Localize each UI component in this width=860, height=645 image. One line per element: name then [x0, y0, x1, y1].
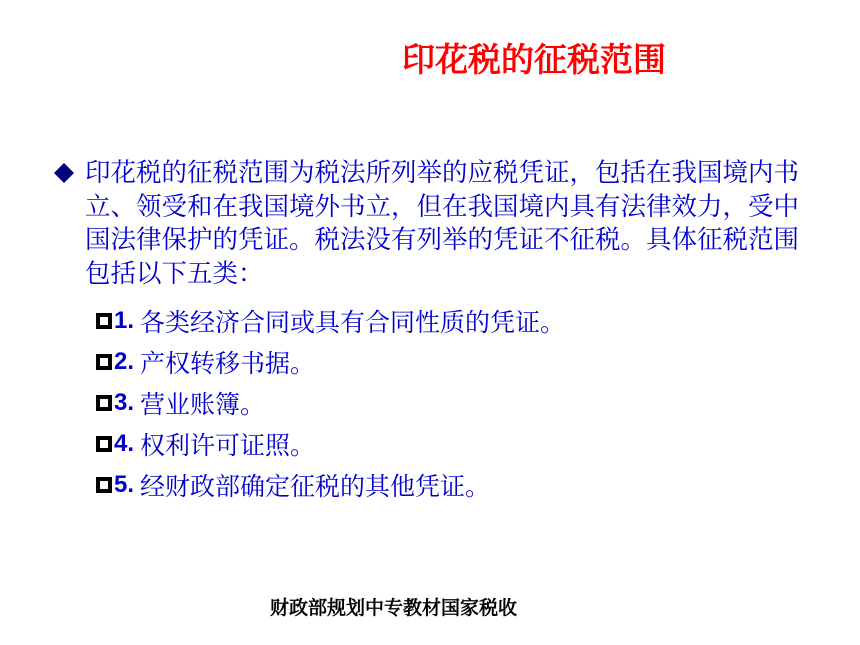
item-number: 5. [114, 470, 135, 498]
item-number: 4. [114, 429, 135, 457]
slide-title: 印花税的征税范围 [402, 40, 666, 79]
item-text: 产权转移书据。 [140, 348, 316, 378]
square-bullet-icon [96, 354, 112, 370]
list-item [96, 464, 565, 505]
diamond-bullet-icon [52, 161, 76, 185]
intro-paragraph [52, 157, 812, 291]
square-bullet-icon [96, 395, 112, 411]
category-list [96, 300, 565, 505]
item-text: 权利许可证照。 [140, 430, 316, 460]
square-bullet-icon [96, 477, 112, 493]
item-text: 经财政部确定征税的其他凭证。 [140, 471, 491, 501]
footer-caption: 财政部规划中专教材国家税收 [270, 597, 518, 619]
square-bullet-icon [96, 436, 112, 452]
item-text: 营业账簿。 [140, 389, 266, 419]
list-item [96, 341, 565, 382]
list-item [96, 382, 565, 423]
list-item [96, 423, 565, 464]
square-bullet-icon [96, 313, 112, 329]
list-item [96, 300, 565, 341]
intro-text: 印花税的征税范围为税法所列举的应税凭证，包括在我国境内书立、领受和在我国境外书立，但在我国境内具有法律效力，受中国法律保护的凭证。税法没有列举的凭证不征税。具体征税范围包括以下五类： [85, 158, 800, 289]
item-text: 各类经济合同或具有合同性质的凭证。 [140, 307, 566, 337]
item-number: 2. [114, 347, 135, 375]
item-number: 1. [114, 306, 135, 334]
item-number: 3. [114, 388, 135, 416]
